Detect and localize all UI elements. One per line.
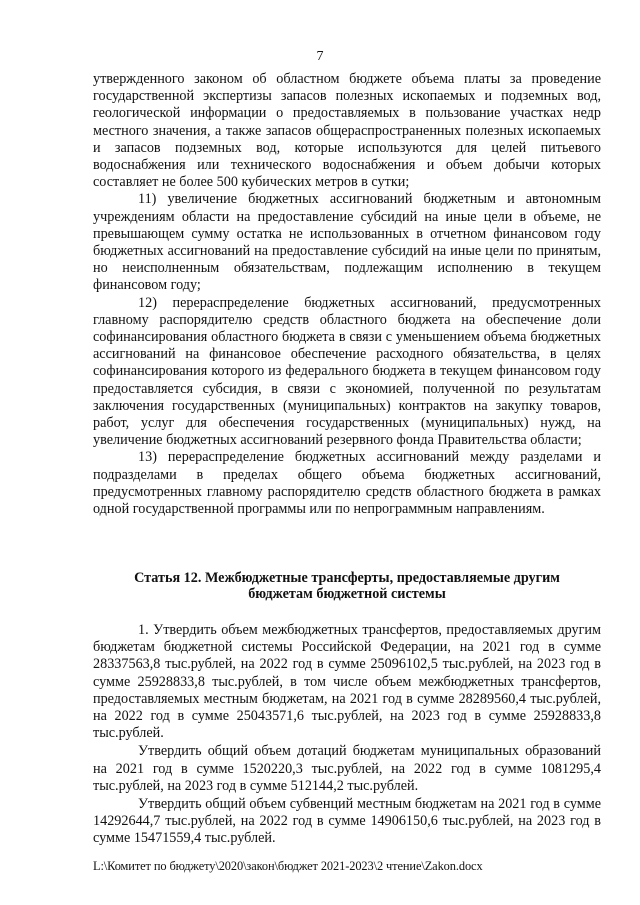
page-number: 7	[316, 49, 324, 64]
paragraph-subventions: Утвердить общий объем субвенций местным бюджетам на 2021 год в сумме 14292644,7 тыс.рублей, на 2022 год в сумме 14906150,6 тыс.рублей, на 2023 год в сумме 15471559,4 тыс.рублей.	[93, 796, 601, 847]
paragraph-item-12: 12) перераспределение бюджетных ассигнований, предусмотренных главному распорядителю средств областного бюджета на обеспечение доли софинансирования областного бюджета в связи с уменьшением объема бюджетных ассигнований на финансовое обеспечение расходного обязательства, в целях софинансирования которого из федерального бюджета в текущем финансовом году предоставляется субсидия, в связи с экономией, полученной по результатам заключения государственных (муниципальных) контрактов на закупку товаров, работ, услуг для обеспечения государственных (муниципальных) нужд, на увеличение бюджетных ассигнований резервного фонда Правительства области;	[93, 294, 601, 449]
article-heading-line-1: Статья 12. Межбюджетные трансферты, предоставляемые другим	[134, 570, 560, 586]
paragraph-subsidies-dotations: Утвердить общий объем дотаций бюджетам муниципальных образований на 2021 год в сумме 1520220,3 тыс.рублей, на 2022 год в сумме 1081295,4 тыс.рублей, на 2023 год в сумме 512144,2 тыс.рублей.	[93, 743, 601, 794]
paragraph-article-12-item-1: 1. Утвердить объем межбюджетных трансфертов, предоставляемых другим бюджетам бюджетной системы Российской Федерации, на 2021 год в сумме 28337563,8 тыс.рублей, на 2022 год в сумме 25096102,5 тыс.рублей, на 2023 год в сумме 25928833,8 тыс.рублей, в том числе объем межбюджетных трансфертов, предоставляемых местным бюджетам, на 2021 год в сумме 28289560,4 тыс.рублей, на 2022 год в сумме 25043571,6 тыс.рублей, на 2023 год в сумме 25928833,8 тыс.рублей.	[93, 622, 601, 742]
paragraph-item-11: 11) увеличение бюджетных ассигнований бюджетным и автономным учреждениям области на предоставление субсидий на иные цели в объеме, не превышающем сумму остатка не использованных в отчетном финансовом году бюджетных ассигнований на предоставление субсидий на иные цели по принятым, но неисполненным обязательствам, подлежащим исполнению в текущем финансовом году;	[93, 191, 601, 294]
article-heading	[93, 570, 601, 602]
body-text-top	[93, 71, 601, 518]
paragraph-continuation: утвержденного законом об областном бюджете объема платы за проведение государственной экспертизы запасов полезных ископаемых и подземных вод, геологической информации о предоставляемых в пользование участках недр местного значения, а также запасов общераспространенных полезных ископаемых и запасов подземных вод, которые используются для целей питьевого водоснабжения или технического водоснабжения и объем добычи которых составляет не более 500 кубических метров в сутки;	[93, 71, 601, 191]
paragraph-item-13: 13) перераспределение бюджетных ассигнований между разделами и подразделами в пределах общего объема бюджетных ассигнований, предусмотренных главному распорядителю средств областного бюджета в рамках одной государственной программы или по непрограммным направлениям.	[93, 449, 601, 518]
body-text-bottom	[93, 622, 601, 848]
footer-file-path: L:\Комитет по бюджету\2020\закон\бюджет 2021-2023\2 чтение\Zakon.docx	[93, 859, 483, 873]
article-heading-line-2: бюджетам бюджетной системы	[248, 586, 446, 602]
